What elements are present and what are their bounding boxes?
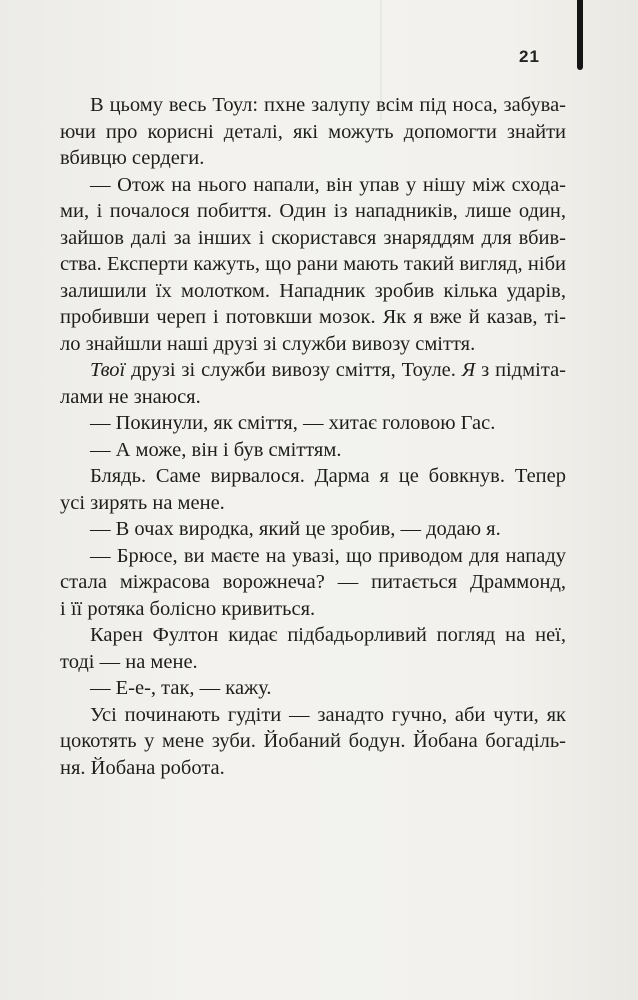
text-line: тоді — на мене. <box>60 650 198 673</box>
text-line: Блядь. Саме вирвалося. Дарма я це бовкнув. Тепер <box>90 465 566 487</box>
text-line: вбивцю сердеги. <box>60 147 205 169</box>
text-line: пробивши череп і потовкши мозок. Як я вже й казав, ті- <box>60 306 566 328</box>
text-line: — В очах виродка, який це зробив, — додаю я. <box>90 518 501 540</box>
text-line: — Покинули, як сміття, — хитає головою Гас. <box>90 412 496 434</box>
text-line: В цьому весь Тоул: пхне залупу всім під носа, забува- <box>90 94 566 116</box>
text-line: Усі починають гудіти — занадто гучно, аби чути, як <box>90 703 566 726</box>
text-line: — А може, він і був сміттям. <box>90 438 342 461</box>
page-number: 21 <box>519 47 540 66</box>
text-fragment: друзі зі служби вивозу сміття, Тоуле. <box>125 359 462 381</box>
body-text <box>60 92 566 781</box>
text-line: ства. Експерти кажуть, що рани мають такий вигляд, ніби <box>60 253 566 275</box>
text-line: ми, і почалося побиття. Один із нападників, лише один, <box>60 200 566 222</box>
italic-word: Твої <box>90 359 126 381</box>
text-line: і її ротяка болісно кривиться. <box>60 597 316 620</box>
text-fragment: з підміта- <box>475 359 566 381</box>
text-line: стала міжрасова ворожнеча? — питається Драммонд, <box>60 571 566 593</box>
text-line: ючи про корисні деталі, які можуть допомогти знайти <box>60 120 566 143</box>
text-line: усі зирять на мене. <box>60 491 225 514</box>
text-line: — Отож на нього напали, він упав у нішу між сходa- <box>90 173 566 196</box>
text-line: ня. Йобана робота. <box>60 756 225 779</box>
italic-word: Я <box>461 359 476 381</box>
text-line: Карен Фултон кидає підбадьорливий погляд на неї, <box>90 624 566 646</box>
text-line <box>60 357 566 384</box>
page-edge-mark <box>577 0 583 70</box>
text-line: ло знайшли наші друзі зі служби вивозу сміття. <box>60 332 476 355</box>
text-line: цокотять у мене зуби. Йобаний бодун. Йобана богаділь- <box>60 730 566 752</box>
text-line: лами не знаюся. <box>60 385 201 408</box>
text-line: залишили їх молотком. Нападник зробив кілька ударів, <box>60 279 566 302</box>
text-line: — Брюсе, ви маєте на увазі, що приводом для нападу <box>90 544 566 567</box>
text-line: зайшов далі за інших і скористався знаряддям для вбив- <box>60 226 566 249</box>
text-line: — Е-е-, так, — кажу. <box>90 677 272 699</box>
